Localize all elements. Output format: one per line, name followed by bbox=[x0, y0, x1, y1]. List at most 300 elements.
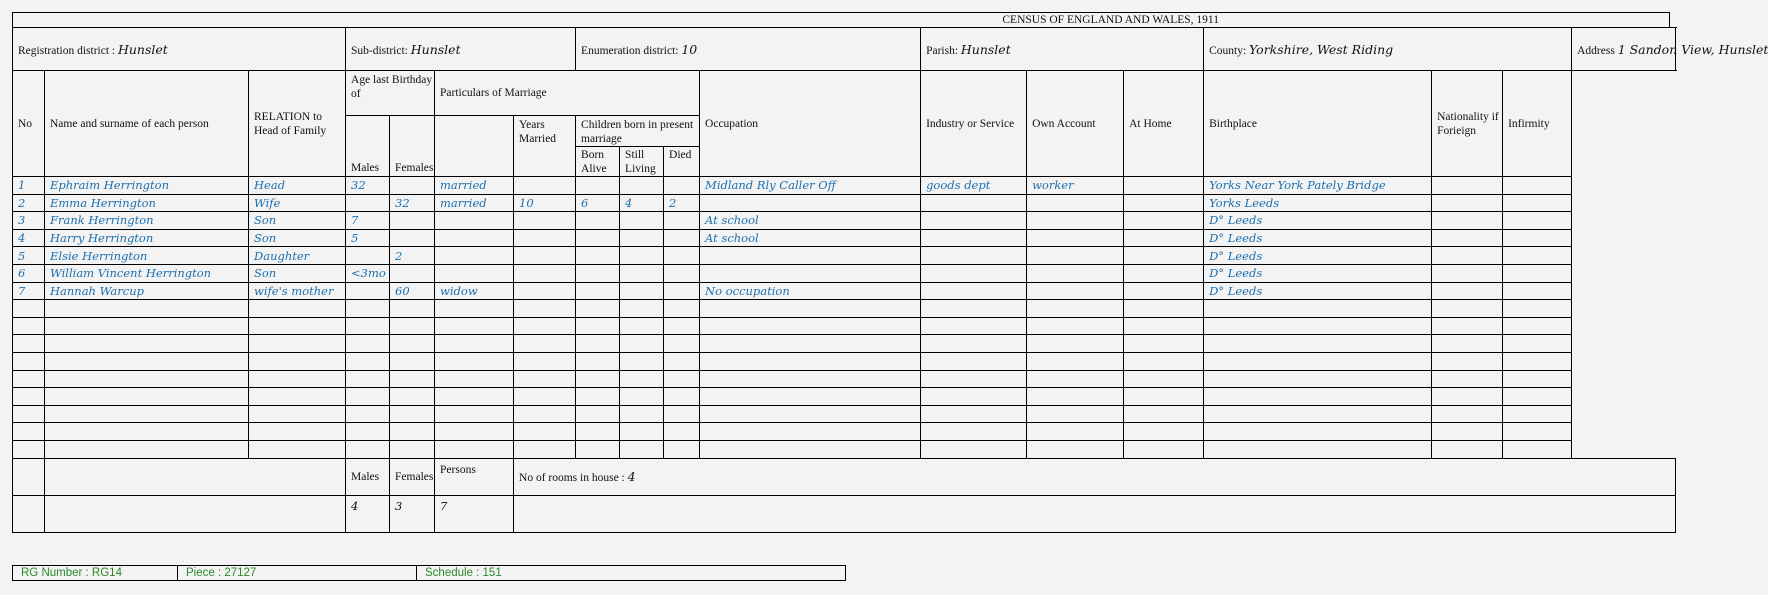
occupation: Midland Rly Caller Off bbox=[700, 177, 921, 195]
infirmity bbox=[1503, 282, 1572, 300]
empty-row bbox=[13, 300, 1676, 318]
empty-cell bbox=[921, 352, 1027, 370]
census-title: CENSUS OF ENGLAND AND WALES, 1911 bbox=[12, 12, 1670, 28]
empty-cell bbox=[1124, 440, 1204, 458]
nationality-header: Nationality if Forieign bbox=[1432, 71, 1503, 177]
person-row bbox=[13, 264, 1676, 282]
empty-cell bbox=[700, 335, 921, 353]
age-male bbox=[346, 282, 390, 300]
children-born-alive bbox=[576, 282, 620, 300]
empty-cell bbox=[1503, 317, 1572, 335]
empty-cell bbox=[1503, 335, 1572, 353]
totals-blank bbox=[13, 458, 45, 495]
years-married-header: Years Married bbox=[514, 116, 576, 177]
empty-cell bbox=[346, 300, 390, 318]
empty-cell bbox=[664, 388, 700, 406]
empty-cell bbox=[921, 388, 1027, 406]
totals-males-label: Males bbox=[346, 458, 390, 495]
empty-cell bbox=[620, 370, 664, 388]
empty-cell bbox=[514, 370, 576, 388]
nationality bbox=[1432, 264, 1503, 282]
empty-cell bbox=[45, 317, 249, 335]
person-row bbox=[13, 282, 1676, 300]
empty-cell bbox=[620, 317, 664, 335]
totals-value-row bbox=[13, 495, 1676, 532]
empty-cell bbox=[13, 300, 45, 318]
empty-cell bbox=[390, 405, 435, 423]
empty-cell bbox=[435, 370, 514, 388]
marriage-header: Particulars of Marriage bbox=[435, 71, 700, 116]
empty-cell bbox=[921, 370, 1027, 388]
died-header: Died bbox=[664, 147, 700, 177]
totals-blank bbox=[45, 458, 346, 495]
age-male: <3mo bbox=[346, 264, 390, 282]
children-born-alive bbox=[576, 247, 620, 265]
empty-cell bbox=[1027, 423, 1124, 441]
empty-cell bbox=[435, 335, 514, 353]
totals-persons-value: 7 bbox=[435, 495, 514, 532]
empty-cell bbox=[1204, 440, 1432, 458]
empty-cell bbox=[13, 335, 45, 353]
empty-row bbox=[13, 423, 1676, 441]
empty-cell bbox=[1432, 423, 1503, 441]
relation: Son bbox=[249, 229, 346, 247]
birthplace: D° Leeds bbox=[1204, 282, 1432, 300]
nationality bbox=[1432, 177, 1503, 195]
person-name: Harry Herrington bbox=[45, 229, 249, 247]
empty-cell bbox=[921, 300, 1027, 318]
totals-persons-label: Persons bbox=[435, 458, 514, 495]
empty-cell bbox=[1124, 405, 1204, 423]
empty-cell bbox=[13, 423, 45, 441]
empty-cell bbox=[346, 405, 390, 423]
own-account bbox=[1027, 264, 1124, 282]
infirmity bbox=[1503, 212, 1572, 230]
parish-cell: Parish: Hunslet bbox=[921, 28, 1204, 71]
empty-cell bbox=[1204, 317, 1432, 335]
empty-cell bbox=[1027, 352, 1124, 370]
years-married: 10 bbox=[514, 194, 576, 212]
empty-cell bbox=[620, 352, 664, 370]
age-male: 7 bbox=[346, 212, 390, 230]
empty-cell bbox=[1027, 317, 1124, 335]
occupation bbox=[700, 247, 921, 265]
district-row bbox=[13, 28, 1676, 71]
occupation bbox=[700, 264, 921, 282]
empty-row bbox=[13, 317, 1676, 335]
industry bbox=[921, 229, 1027, 247]
infirmity bbox=[1503, 247, 1572, 265]
own-account: worker bbox=[1027, 177, 1124, 195]
enumeration-district-value: 10 bbox=[681, 41, 698, 57]
census-table bbox=[12, 27, 1768, 533]
own-account bbox=[1027, 194, 1124, 212]
person-row bbox=[13, 194, 1676, 212]
totals-blank bbox=[45, 495, 346, 532]
empty-cell bbox=[514, 335, 576, 353]
empty-cell bbox=[346, 317, 390, 335]
empty-cell bbox=[1432, 370, 1503, 388]
empty-cell bbox=[390, 300, 435, 318]
empty-cell bbox=[1432, 335, 1503, 353]
own-account bbox=[1027, 212, 1124, 230]
children-born-alive bbox=[576, 177, 620, 195]
children-still-living bbox=[620, 282, 664, 300]
empty-cell bbox=[664, 335, 700, 353]
empty-cell bbox=[664, 300, 700, 318]
empty-cell bbox=[45, 300, 249, 318]
empty-cell bbox=[1124, 335, 1204, 353]
birthplace: Yorks Near York Pately Bridge bbox=[1204, 177, 1432, 195]
empty-cell bbox=[1204, 300, 1432, 318]
children-born-alive bbox=[576, 212, 620, 230]
birthplace: Yorks Leeds bbox=[1204, 194, 1432, 212]
empty-cell bbox=[1027, 388, 1124, 406]
empty-cell bbox=[514, 423, 576, 441]
empty-cell bbox=[249, 388, 346, 406]
empty-cell bbox=[390, 370, 435, 388]
person-row bbox=[13, 177, 1676, 195]
empty-cell bbox=[249, 370, 346, 388]
empty-cell bbox=[700, 370, 921, 388]
age-female bbox=[390, 229, 435, 247]
empty-cell bbox=[13, 317, 45, 335]
empty-cell bbox=[13, 370, 45, 388]
empty-cell bbox=[390, 317, 435, 335]
empty-cell bbox=[1124, 388, 1204, 406]
empty-cell bbox=[1432, 352, 1503, 370]
marital-status bbox=[435, 212, 514, 230]
empty-cell bbox=[576, 388, 620, 406]
age-female bbox=[390, 177, 435, 195]
nationality bbox=[1432, 194, 1503, 212]
age-male: 5 bbox=[346, 229, 390, 247]
empty-cell bbox=[435, 317, 514, 335]
age-male: 32 bbox=[346, 177, 390, 195]
empty-cell bbox=[435, 423, 514, 441]
empty-cell bbox=[1503, 423, 1572, 441]
empty-cell bbox=[1432, 440, 1503, 458]
born-alive-header: Born Alive bbox=[576, 147, 620, 177]
empty-row bbox=[13, 405, 1676, 423]
at-home bbox=[1124, 282, 1204, 300]
empty-cell bbox=[576, 370, 620, 388]
occupation: At school bbox=[700, 212, 921, 230]
empty-cell bbox=[664, 423, 700, 441]
relation: Son bbox=[249, 212, 346, 230]
row-number: 3 bbox=[13, 212, 45, 230]
empty-cell bbox=[346, 370, 390, 388]
totals-females-value: 3 bbox=[390, 495, 435, 532]
industry bbox=[921, 264, 1027, 282]
nationality bbox=[1432, 282, 1503, 300]
empty-cell bbox=[664, 370, 700, 388]
empty-cell bbox=[346, 388, 390, 406]
empty-cell bbox=[390, 335, 435, 353]
empty-cell bbox=[249, 423, 346, 441]
rooms-value: 4 bbox=[627, 469, 636, 484]
empty-cell bbox=[921, 423, 1027, 441]
industry bbox=[921, 247, 1027, 265]
age-male bbox=[346, 247, 390, 265]
children-still-living bbox=[620, 177, 664, 195]
empty-cell bbox=[921, 405, 1027, 423]
empty-cell bbox=[1503, 300, 1572, 318]
empty-cell bbox=[620, 335, 664, 353]
empty-cell bbox=[1204, 335, 1432, 353]
age-female bbox=[390, 212, 435, 230]
females-header: Females bbox=[390, 116, 435, 177]
empty-cell bbox=[921, 335, 1027, 353]
totals-blank bbox=[514, 495, 1676, 532]
marital-status: widow bbox=[435, 282, 514, 300]
empty-cell bbox=[1204, 423, 1432, 441]
address-value: 1 Sandon View, Hunslet bbox=[1617, 41, 1768, 57]
age-header: Age last Birthday of bbox=[346, 71, 435, 116]
age-female: 60 bbox=[390, 282, 435, 300]
person-name: William Vincent Herrington bbox=[45, 264, 249, 282]
children-still-living bbox=[620, 229, 664, 247]
own-account-header: Own Account bbox=[1027, 71, 1124, 177]
infirmity bbox=[1503, 177, 1572, 195]
children-born-alive: 6 bbox=[576, 194, 620, 212]
own-account bbox=[1027, 229, 1124, 247]
empty-cell bbox=[576, 405, 620, 423]
occupation: No occupation bbox=[700, 282, 921, 300]
at-home bbox=[1124, 229, 1204, 247]
empty-cell bbox=[1027, 440, 1124, 458]
empty-cell bbox=[514, 300, 576, 318]
empty-row bbox=[13, 370, 1676, 388]
empty-cell bbox=[664, 440, 700, 458]
row-number: 6 bbox=[13, 264, 45, 282]
relation: Daughter bbox=[249, 247, 346, 265]
at-home bbox=[1124, 247, 1204, 265]
person-name: Hannah Warcup bbox=[45, 282, 249, 300]
address-cell: Address 1 Sandon View, Hunslet bbox=[1572, 28, 1676, 71]
children-born-alive bbox=[576, 264, 620, 282]
empty-cell bbox=[435, 405, 514, 423]
subdistrict-cell: Sub-district: Hunslet bbox=[346, 28, 576, 71]
empty-cell bbox=[664, 317, 700, 335]
marital-status: married bbox=[435, 194, 514, 212]
empty-cell bbox=[664, 405, 700, 423]
age-female: 2 bbox=[390, 247, 435, 265]
empty-cell bbox=[620, 440, 664, 458]
empty-cell bbox=[13, 405, 45, 423]
infirmity-header: Infirmity bbox=[1503, 71, 1572, 177]
years-married bbox=[514, 264, 576, 282]
relation: Son bbox=[249, 264, 346, 282]
empty-cell bbox=[514, 440, 576, 458]
county-value: Yorkshire, West Riding bbox=[1249, 41, 1394, 57]
empty-cell bbox=[576, 423, 620, 441]
totals-females-label: Females bbox=[390, 458, 435, 495]
empty-cell bbox=[700, 352, 921, 370]
empty-cell bbox=[346, 335, 390, 353]
empty-cell bbox=[1432, 300, 1503, 318]
birthplace: D° Leeds bbox=[1204, 264, 1432, 282]
totals-males-value: 4 bbox=[346, 495, 390, 532]
relation: Head bbox=[249, 177, 346, 195]
empty-cell bbox=[346, 423, 390, 441]
empty-cell bbox=[700, 300, 921, 318]
empty-row bbox=[13, 335, 1676, 353]
at-home bbox=[1124, 212, 1204, 230]
empty-cell bbox=[620, 300, 664, 318]
birthplace: D° Leeds bbox=[1204, 212, 1432, 230]
birthplace-header: Birthplace bbox=[1204, 71, 1432, 177]
empty-cell bbox=[1124, 317, 1204, 335]
empty-cell bbox=[620, 388, 664, 406]
children-died bbox=[664, 177, 700, 195]
empty-cell bbox=[921, 317, 1027, 335]
empty-cell bbox=[1503, 352, 1572, 370]
empty-cell bbox=[1124, 300, 1204, 318]
person-row bbox=[13, 212, 1676, 230]
empty-cell bbox=[576, 440, 620, 458]
empty-cell bbox=[514, 405, 576, 423]
age-male bbox=[346, 194, 390, 212]
empty-cell bbox=[576, 335, 620, 353]
years-married bbox=[514, 229, 576, 247]
children-died bbox=[664, 282, 700, 300]
empty-cell bbox=[249, 405, 346, 423]
relation-header: RELATION to Head of Family bbox=[249, 71, 346, 177]
empty-cell bbox=[700, 317, 921, 335]
totals-label-row bbox=[13, 458, 1676, 495]
at-home-header: At Home bbox=[1124, 71, 1204, 177]
empty-cell bbox=[1503, 440, 1572, 458]
empty-cell bbox=[1432, 405, 1503, 423]
totals-blank bbox=[13, 495, 45, 532]
empty-cell bbox=[1204, 370, 1432, 388]
at-home bbox=[1124, 177, 1204, 195]
empty-cell bbox=[664, 352, 700, 370]
marital-status bbox=[435, 264, 514, 282]
empty-cell bbox=[1204, 352, 1432, 370]
occupation: At school bbox=[700, 229, 921, 247]
industry bbox=[921, 282, 1027, 300]
empty-cell bbox=[514, 352, 576, 370]
children-born-alive bbox=[576, 229, 620, 247]
relation: wife's mother bbox=[249, 282, 346, 300]
own-account bbox=[1027, 247, 1124, 265]
empty-cell bbox=[700, 388, 921, 406]
person-row bbox=[13, 229, 1676, 247]
age-female: 32 bbox=[390, 194, 435, 212]
empty-cell bbox=[45, 335, 249, 353]
years-married bbox=[514, 212, 576, 230]
empty-cell bbox=[45, 370, 249, 388]
occupation bbox=[700, 194, 921, 212]
empty-cell bbox=[435, 440, 514, 458]
empty-cell bbox=[1124, 352, 1204, 370]
industry-header: Industry or Service bbox=[921, 71, 1027, 177]
empty-cell bbox=[45, 423, 249, 441]
schedule-number: Schedule : 151 bbox=[425, 567, 502, 579]
marital-status: married bbox=[435, 177, 514, 195]
reference-footer bbox=[12, 565, 846, 581]
empty-cell bbox=[921, 440, 1027, 458]
empty-row bbox=[13, 440, 1676, 458]
empty-cell bbox=[1503, 405, 1572, 423]
children-still-living bbox=[620, 212, 664, 230]
males-header: Males bbox=[346, 116, 390, 177]
infirmity bbox=[1503, 229, 1572, 247]
piece-number: Piece : 27127 bbox=[178, 566, 417, 580]
empty-cell bbox=[1027, 370, 1124, 388]
empty-cell bbox=[249, 352, 346, 370]
industry bbox=[921, 212, 1027, 230]
empty-cell bbox=[1204, 388, 1432, 406]
row-number: 1 bbox=[13, 177, 45, 195]
marital-status bbox=[435, 229, 514, 247]
years-married bbox=[514, 282, 576, 300]
marriage-status-header bbox=[435, 116, 514, 177]
person-name: Elsie Herrington bbox=[45, 247, 249, 265]
empty-cell bbox=[1204, 405, 1432, 423]
children-still-living: 4 bbox=[620, 194, 664, 212]
person-row bbox=[13, 247, 1676, 265]
empty-cell bbox=[45, 388, 249, 406]
row-number: 5 bbox=[13, 247, 45, 265]
empty-cell bbox=[13, 388, 45, 406]
empty-cell bbox=[576, 317, 620, 335]
still-living-header: Still Living bbox=[620, 147, 664, 177]
empty-row bbox=[13, 388, 1676, 406]
empty-cell bbox=[514, 388, 576, 406]
empty-cell bbox=[1124, 423, 1204, 441]
marital-status bbox=[435, 247, 514, 265]
county-cell: County: Yorkshire, West Riding bbox=[1204, 28, 1572, 71]
empty-cell bbox=[45, 440, 249, 458]
children-died: 2 bbox=[664, 194, 700, 212]
empty-cell bbox=[1432, 388, 1503, 406]
empty-cell bbox=[1503, 370, 1572, 388]
empty-cell bbox=[700, 440, 921, 458]
empty-cell bbox=[1027, 335, 1124, 353]
age-female bbox=[390, 264, 435, 282]
at-home bbox=[1124, 264, 1204, 282]
industry bbox=[921, 194, 1027, 212]
infirmity bbox=[1503, 264, 1572, 282]
children-died bbox=[664, 212, 700, 230]
empty-cell bbox=[1503, 388, 1572, 406]
children-died bbox=[664, 264, 700, 282]
nationality bbox=[1432, 229, 1503, 247]
birthplace: D° Leeds bbox=[1204, 229, 1432, 247]
rg-number: RG Number : RG14 bbox=[13, 566, 178, 580]
empty-cell bbox=[13, 352, 45, 370]
empty-cell bbox=[700, 423, 921, 441]
empty-cell bbox=[390, 352, 435, 370]
infirmity bbox=[1503, 194, 1572, 212]
birthplace: D° Leeds bbox=[1204, 247, 1432, 265]
row-number: 2 bbox=[13, 194, 45, 212]
empty-cell bbox=[249, 317, 346, 335]
empty-cell bbox=[620, 405, 664, 423]
empty-cell bbox=[346, 352, 390, 370]
children-header: Children born in present marriage bbox=[576, 116, 700, 147]
nationality bbox=[1432, 247, 1503, 265]
empty-cell bbox=[13, 440, 45, 458]
parish-value: Hunslet bbox=[960, 41, 1011, 57]
registration-district-cell: Registration district : Hunslet bbox=[13, 28, 346, 71]
empty-cell bbox=[435, 352, 514, 370]
nationality bbox=[1432, 212, 1503, 230]
person-name: Frank Herrington bbox=[45, 212, 249, 230]
